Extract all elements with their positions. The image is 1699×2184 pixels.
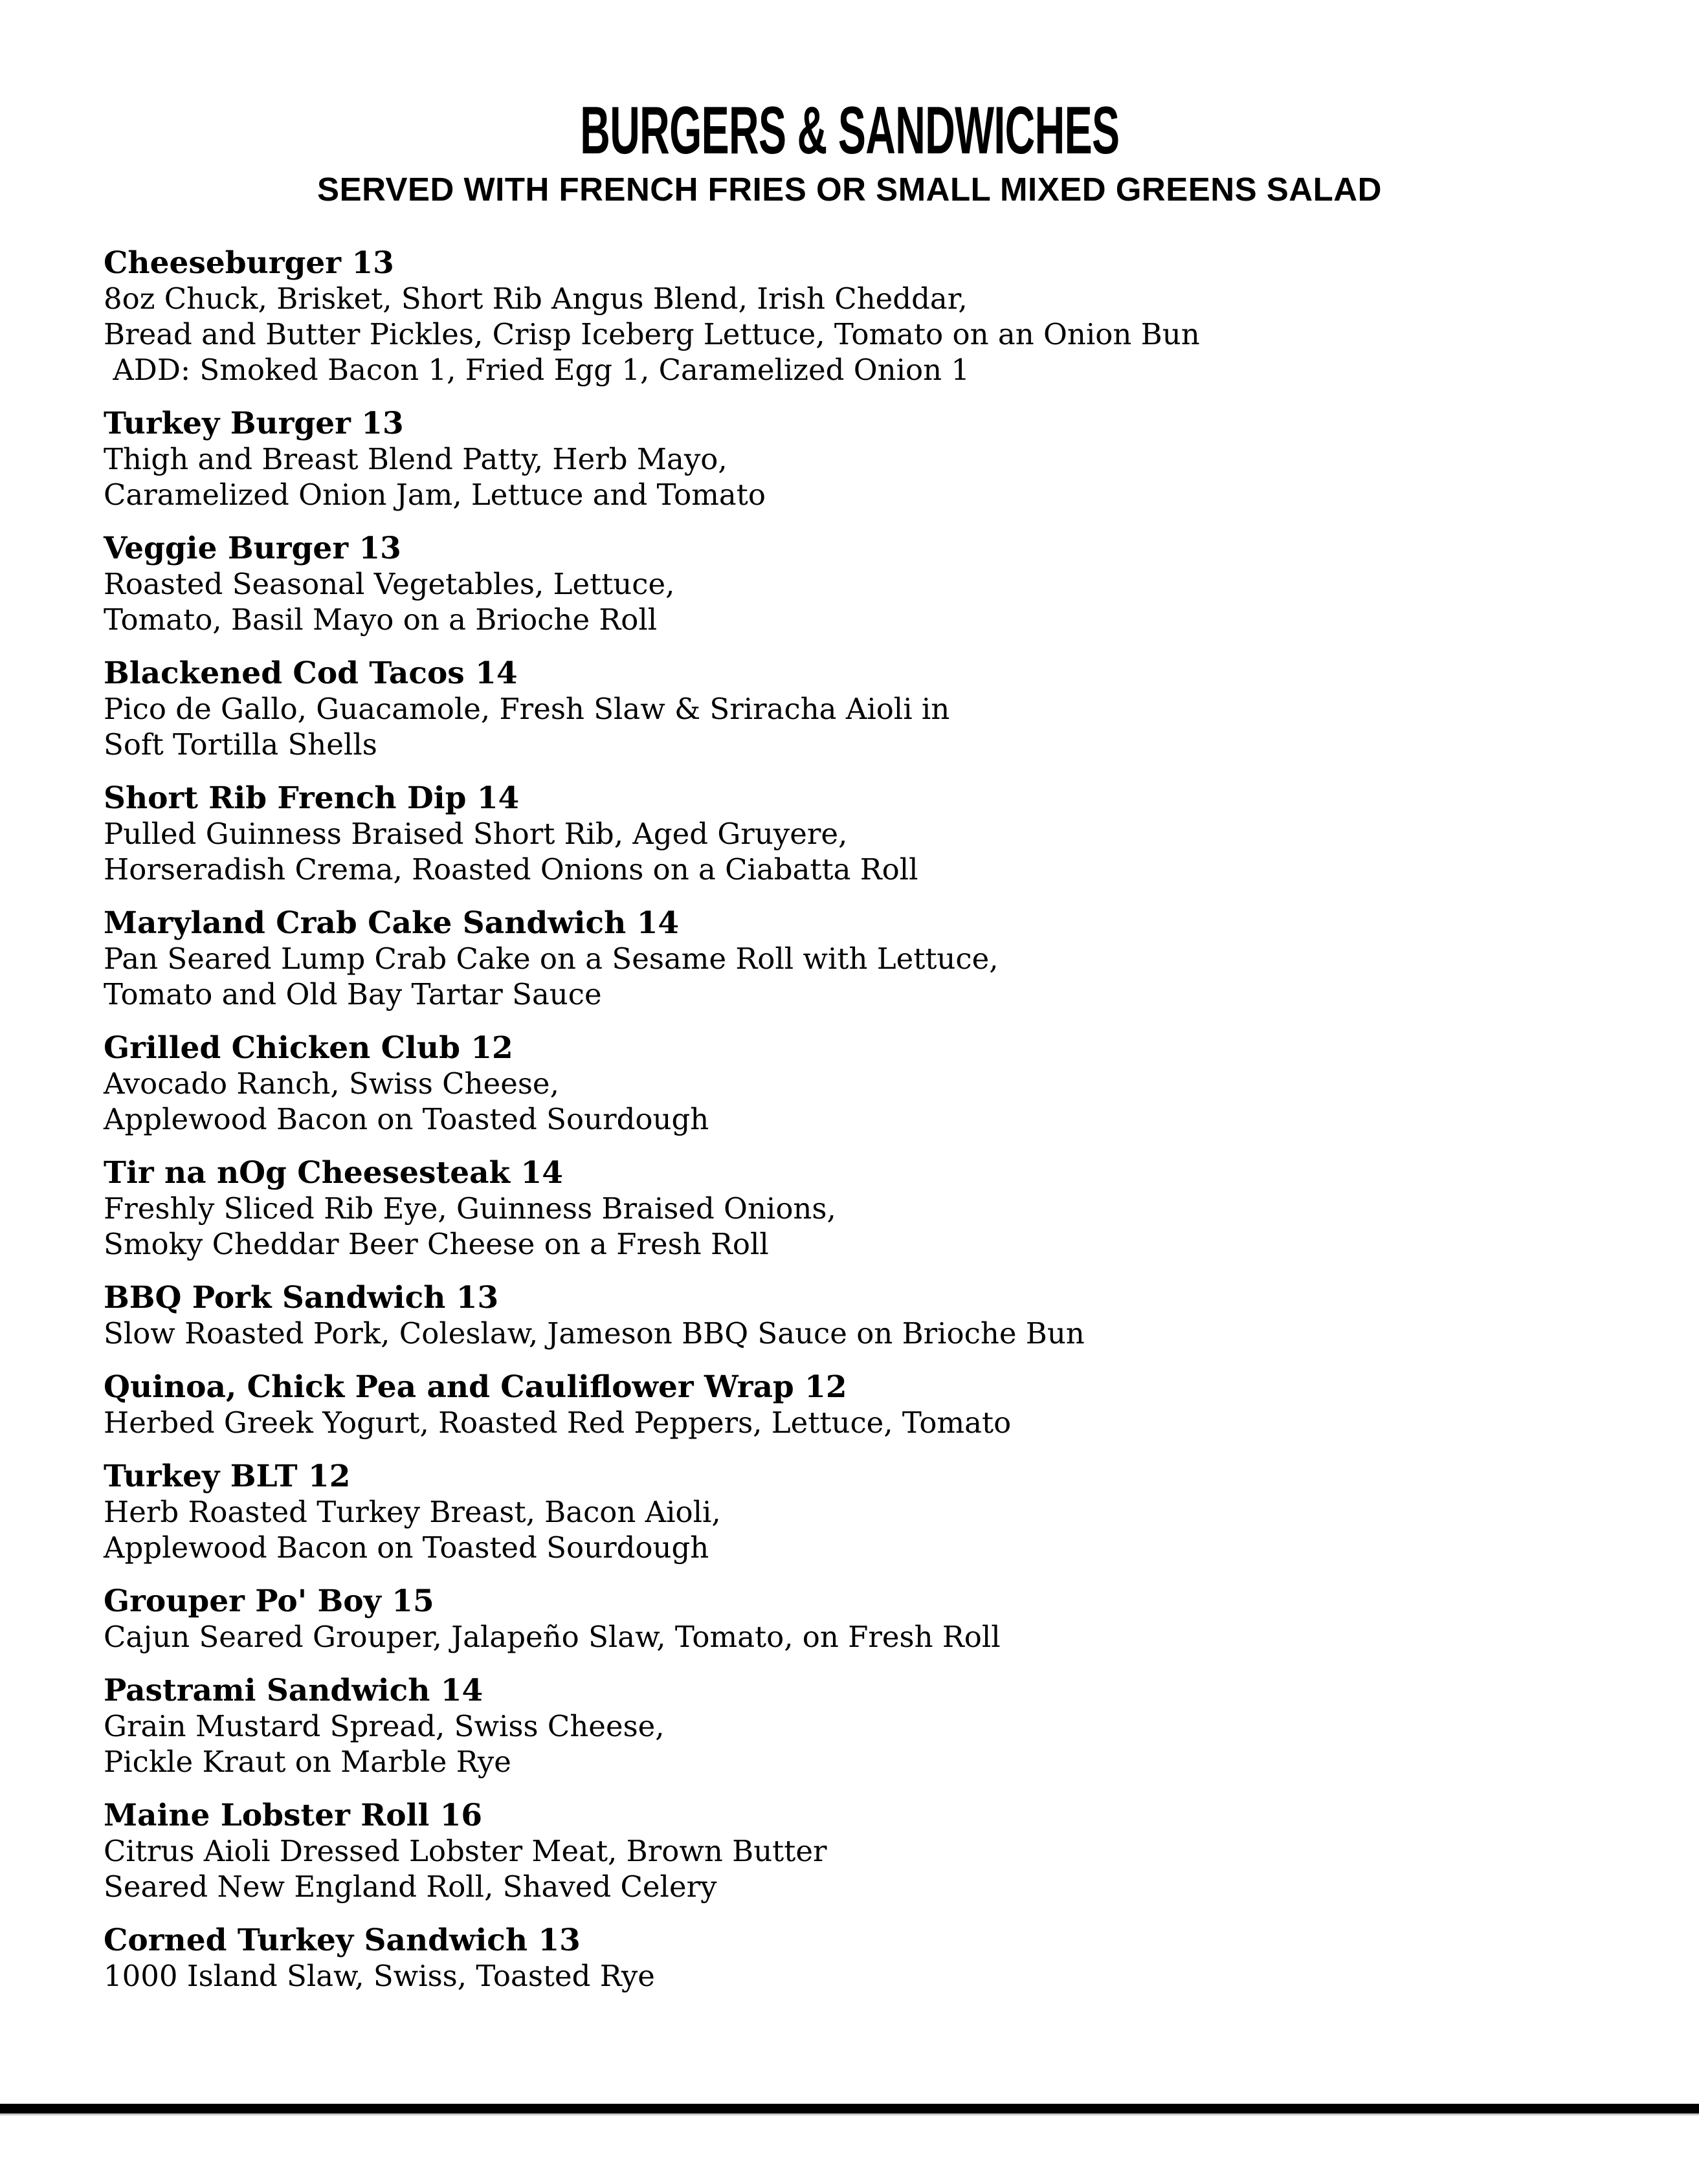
menu-item-description-line: Pan Seared Lump Crab Cake on a Sesame Roll with Lettuce, <box>104 941 999 976</box>
menu-item-description-line: Smoky Cheddar Beer Cheese on a Fresh Roll <box>104 1226 769 1261</box>
menu-item-description-line: 1000 Island Slaw, Swiss, Toasted Rye <box>104 1958 655 1993</box>
menu-item-name-price-space <box>381 1583 392 1619</box>
menu-item-price: 14 <box>440 1672 483 1708</box>
menu-item-price: 12 <box>805 1369 847 1405</box>
menu-item-price: 14 <box>475 655 518 691</box>
menu-item <box>104 780 1602 887</box>
menu-item-price: 14 <box>520 1154 563 1191</box>
bottom-divider-bar <box>0 2104 1699 2115</box>
menu-item <box>104 1673 1602 1780</box>
menu-item-title: Pastrami Sandwich <box>104 1672 430 1708</box>
menu-item-name-price-space <box>465 656 475 691</box>
menu-item-name-price-space <box>794 1369 805 1405</box>
page-title: BURGERS & SANDWICHES <box>579 93 1120 168</box>
menu-item-title: Blackened Cod Tacos <box>104 655 465 691</box>
menu-item-name-price-space <box>460 1030 471 1066</box>
menu-item-title: Quinoa, Chick Pea and Cauliflower Wrap <box>104 1369 794 1405</box>
menu-item-price: 15 <box>392 1583 434 1619</box>
menu-item <box>104 406 1602 513</box>
menu-item-title: Tir na nOg Cheesesteak <box>104 1154 511 1191</box>
menu-item <box>104 905 1602 1012</box>
menu-item <box>104 1798 1602 1904</box>
menu-item-price: 13 <box>538 1922 581 1958</box>
menu-item-name <box>104 1280 1602 1316</box>
menu-item-description-line: Tomato, Basil Mayo on a Brioche Roll <box>104 602 658 637</box>
menu-item-description-line: Horseradish Crema, Roasted Onions on a Ciabatta Roll <box>104 852 918 887</box>
menu-item-description-line: Applewood Bacon on Toasted Sourdough <box>104 1101 709 1136</box>
menu-item-name <box>104 1673 1602 1708</box>
menu-item <box>104 531 1602 637</box>
menu-list <box>104 245 1602 1994</box>
menu-item-description-line: Avocado Ranch, Swiss Cheese, <box>104 1066 559 1101</box>
menu-item-description-line: Pulled Guinness Braised Short Rib, Aged Gruyere, <box>104 816 848 851</box>
menu-item-description-line: 8oz Chuck, Brisket, Short Rib Angus Blend, Irish Cheddar, <box>104 281 968 316</box>
menu-item-description-line: Grain Mustard Spread, Swiss Cheese, <box>104 1708 665 1743</box>
menu-item-description-line: Slow Roasted Pork, Coleslaw, Jameson BBQ Sauce on Brioche Bun <box>104 1316 1085 1351</box>
menu-item-price: 12 <box>471 1030 513 1066</box>
menu-item-description-line: Tomato and Old Bay Tartar Sauce <box>104 976 602 1011</box>
menu-item-title: Cheeseburger <box>104 245 342 281</box>
menu-item-description-line: Citrus Aioli Dressed Lobster Meat, Brown Butter <box>104 1833 827 1868</box>
page-title-row <box>0 93 1699 168</box>
menu-item-name <box>104 245 1602 281</box>
menu-item <box>104 1369 1602 1440</box>
menu-item-name <box>104 1155 1602 1191</box>
menu-item-description-line: Roasted Seasonal Vegetables, Lettuce, <box>104 566 675 601</box>
menu-item-description-line: ADD: Smoked Bacon 1, Fried Egg 1, Caramelized Onion 1 <box>104 352 970 387</box>
menu-item-name <box>104 656 1602 691</box>
menu-item-title: Short Rib French Dip <box>104 780 467 816</box>
menu-item-name <box>104 1923 1602 1958</box>
menu-item-price: 14 <box>476 780 520 816</box>
menu-item-price: 13 <box>351 245 394 281</box>
menu-item-description-line: Soft Tortilla Shells <box>104 727 377 762</box>
page-subtitle: SERVED WITH FRENCH FRIES OR SMALL MIXED GREENS SALAD <box>317 171 1382 208</box>
menu-item-name <box>104 1369 1602 1405</box>
menu-item-description-line: Seared New England Roll, Shaved Celery <box>104 1869 717 1904</box>
menu-item-description-line: Freshly Sliced Rib Eye, Guinness Braised Onions, <box>104 1191 836 1226</box>
menu-item-name-price-space <box>626 905 636 941</box>
menu-item-description-line: Herbed Greek Yogurt, Roasted Red Peppers, Lettuce, Tomato <box>104 1405 1012 1440</box>
menu-item-price: 13 <box>456 1279 499 1316</box>
menu-item-name <box>104 406 1602 441</box>
menu-item-description-line: Applewood Bacon on Toasted Sourdough <box>104 1530 709 1565</box>
menu-header <box>0 0 1699 209</box>
menu-item-description-line: Bread and Butter Pickles, Crisp Iceberg Lettuce, Tomato on an Onion Bun <box>104 316 1200 351</box>
menu-item-name-price-space <box>429 1798 439 1833</box>
menu-item <box>104 1030 1602 1137</box>
menu-item-title: Corned Turkey Sandwich <box>104 1922 528 1958</box>
menu-item-price: 16 <box>439 1797 483 1833</box>
menu-item <box>104 1923 1602 1994</box>
menu-item-title: Turkey BLT <box>104 1458 298 1494</box>
menu-item-description-line: Herb Roasted Turkey Breast, Bacon Aioli, <box>104 1494 721 1529</box>
menu-item-name-price-space <box>351 406 361 441</box>
menu-item-description-line: Cajun Seared Grouper, Jalapeño Slaw, Tomato, on Fresh Roll <box>104 1619 1001 1654</box>
menu-item-name <box>104 1798 1602 1833</box>
menu-item-name-price-space <box>348 531 359 566</box>
menu-item-name <box>104 531 1602 566</box>
menu-item <box>104 245 1602 388</box>
menu-item <box>104 1459 1602 1565</box>
menu-item-name-price-space <box>298 1459 308 1494</box>
menu-item-name <box>104 905 1602 941</box>
menu-item-name <box>104 780 1602 816</box>
menu-item-name <box>104 1030 1602 1066</box>
menu-item-description-line: Pico de Gallo, Guacamole, Fresh Slaw & Sriracha Aioli in <box>104 691 950 726</box>
menu-item-title: Maryland Crab Cake Sandwich <box>104 905 627 941</box>
menu-item-description-line: Caramelized Onion Jam, Lettuce and Tomato <box>104 477 766 512</box>
menu-item-price: 12 <box>308 1458 351 1494</box>
menu-item-title: Maine Lobster Roll <box>104 1797 430 1833</box>
menu-item-name-price-space <box>466 780 476 816</box>
menu-item-name <box>104 1459 1602 1494</box>
menu-item-description-line: Thigh and Breast Blend Patty, Herb Mayo, <box>104 441 727 476</box>
menu-item-price: 13 <box>361 405 404 441</box>
menu-item-title: BBQ Pork Sandwich <box>104 1279 446 1316</box>
menu-item-name-price-space <box>527 1923 538 1958</box>
menu-item <box>104 1155 1602 1262</box>
menu-item-price: 13 <box>359 530 401 566</box>
menu-item <box>104 1280 1602 1351</box>
menu-item-title: Veggie Burger <box>104 530 349 566</box>
menu-item-name <box>104 1583 1602 1619</box>
menu-item-name-price-space <box>510 1155 520 1191</box>
menu-item-price: 14 <box>636 905 680 941</box>
menu-item-name-price-space <box>445 1280 456 1316</box>
menu-item-name-price-space <box>430 1673 440 1708</box>
menu-item-name-price-space <box>341 245 351 281</box>
menu-item-title: Turkey Burger <box>104 405 351 441</box>
menu-item-title: Grouper Po' Boy <box>104 1583 381 1619</box>
menu-item-description-line: Pickle Kraut on Marble Rye <box>104 1744 511 1779</box>
menu-item <box>104 1583 1602 1655</box>
menu-item <box>104 656 1602 762</box>
menu-item-title: Grilled Chicken Club <box>104 1030 460 1066</box>
